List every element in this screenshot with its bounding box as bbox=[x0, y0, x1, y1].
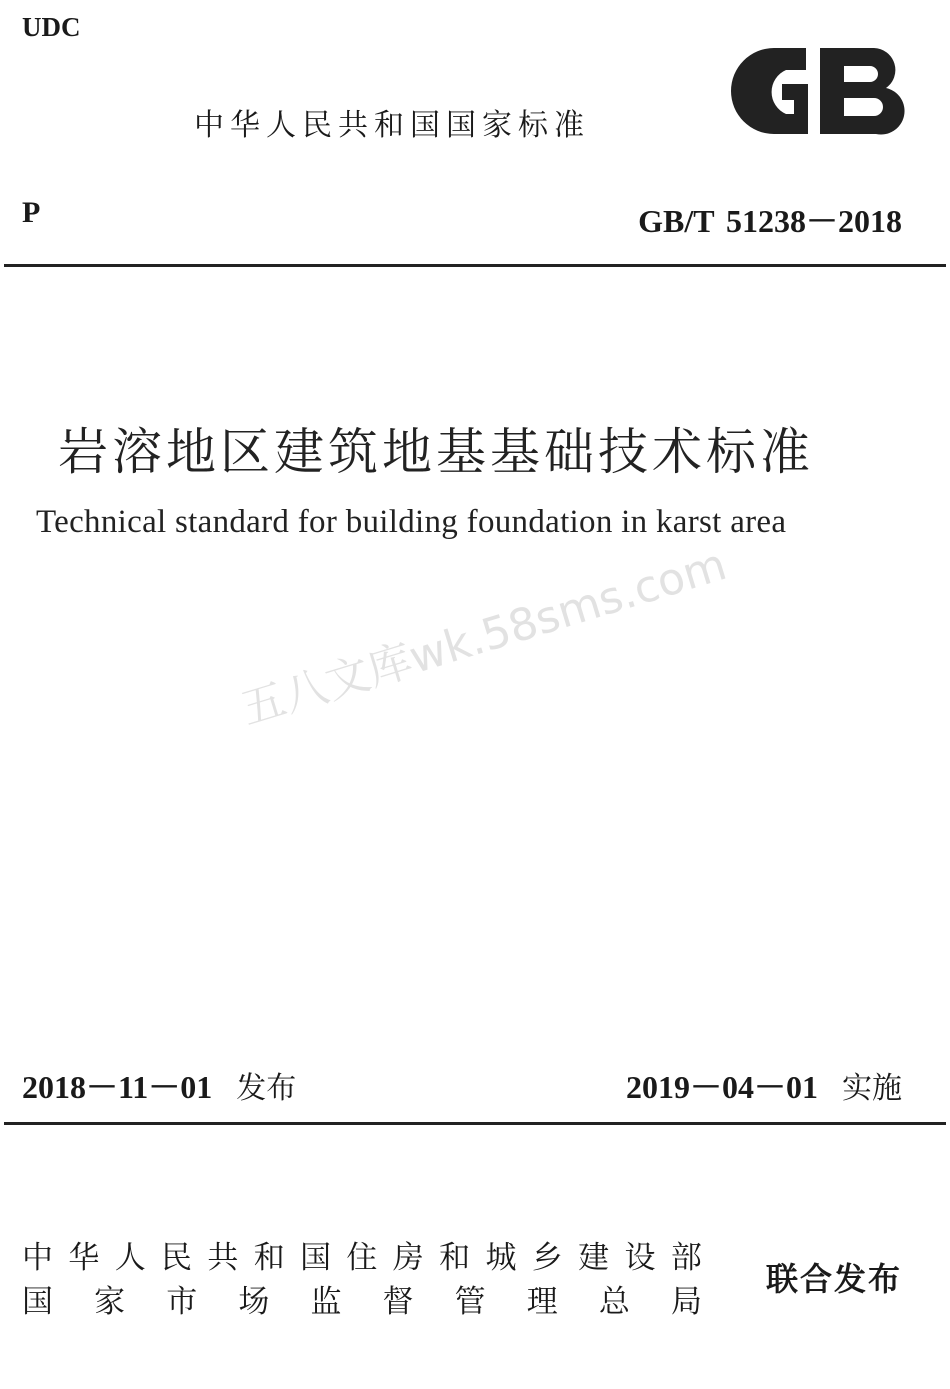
title-english: Technical standard for building foundation in karst area bbox=[36, 504, 787, 540]
gb-logo-icon bbox=[724, 29, 904, 138]
udc-label: UDC bbox=[22, 12, 81, 42]
issue-date: 2018－11－01 bbox=[22, 1069, 213, 1105]
bottom-divider bbox=[4, 1122, 946, 1125]
issue-date-row bbox=[22, 1062, 296, 1108]
watermark: 五八文库wk.58sms.com bbox=[235, 539, 733, 736]
title-chinese: 岩溶地区建筑地基基础技术标准 bbox=[58, 423, 814, 481]
top-divider bbox=[4, 264, 946, 267]
publisher-ministry-housing: 中 华 人 民 共 和 国 住 房 和 城 乡 建 设 部 bbox=[22, 1240, 702, 1276]
publisher-market-regulation: 国 家 市 场 监 督 管 理 总 局 bbox=[22, 1284, 702, 1320]
implement-date-row bbox=[626, 1062, 902, 1108]
implement-date: 2019－04－01 bbox=[625, 1069, 818, 1105]
gb-logo-text: GB bbox=[724, 29, 749, 48]
national-standard-heading: 中华人民共和国国家标准 bbox=[194, 108, 590, 143]
implement-label: 实施 bbox=[842, 1071, 902, 1106]
issue-label: 发布 bbox=[236, 1071, 297, 1106]
classification-code: P bbox=[22, 196, 41, 229]
standard-number: GB/T 51238－2018 bbox=[638, 203, 902, 239]
joint-publish-label: 联合发布 bbox=[765, 1260, 902, 1298]
